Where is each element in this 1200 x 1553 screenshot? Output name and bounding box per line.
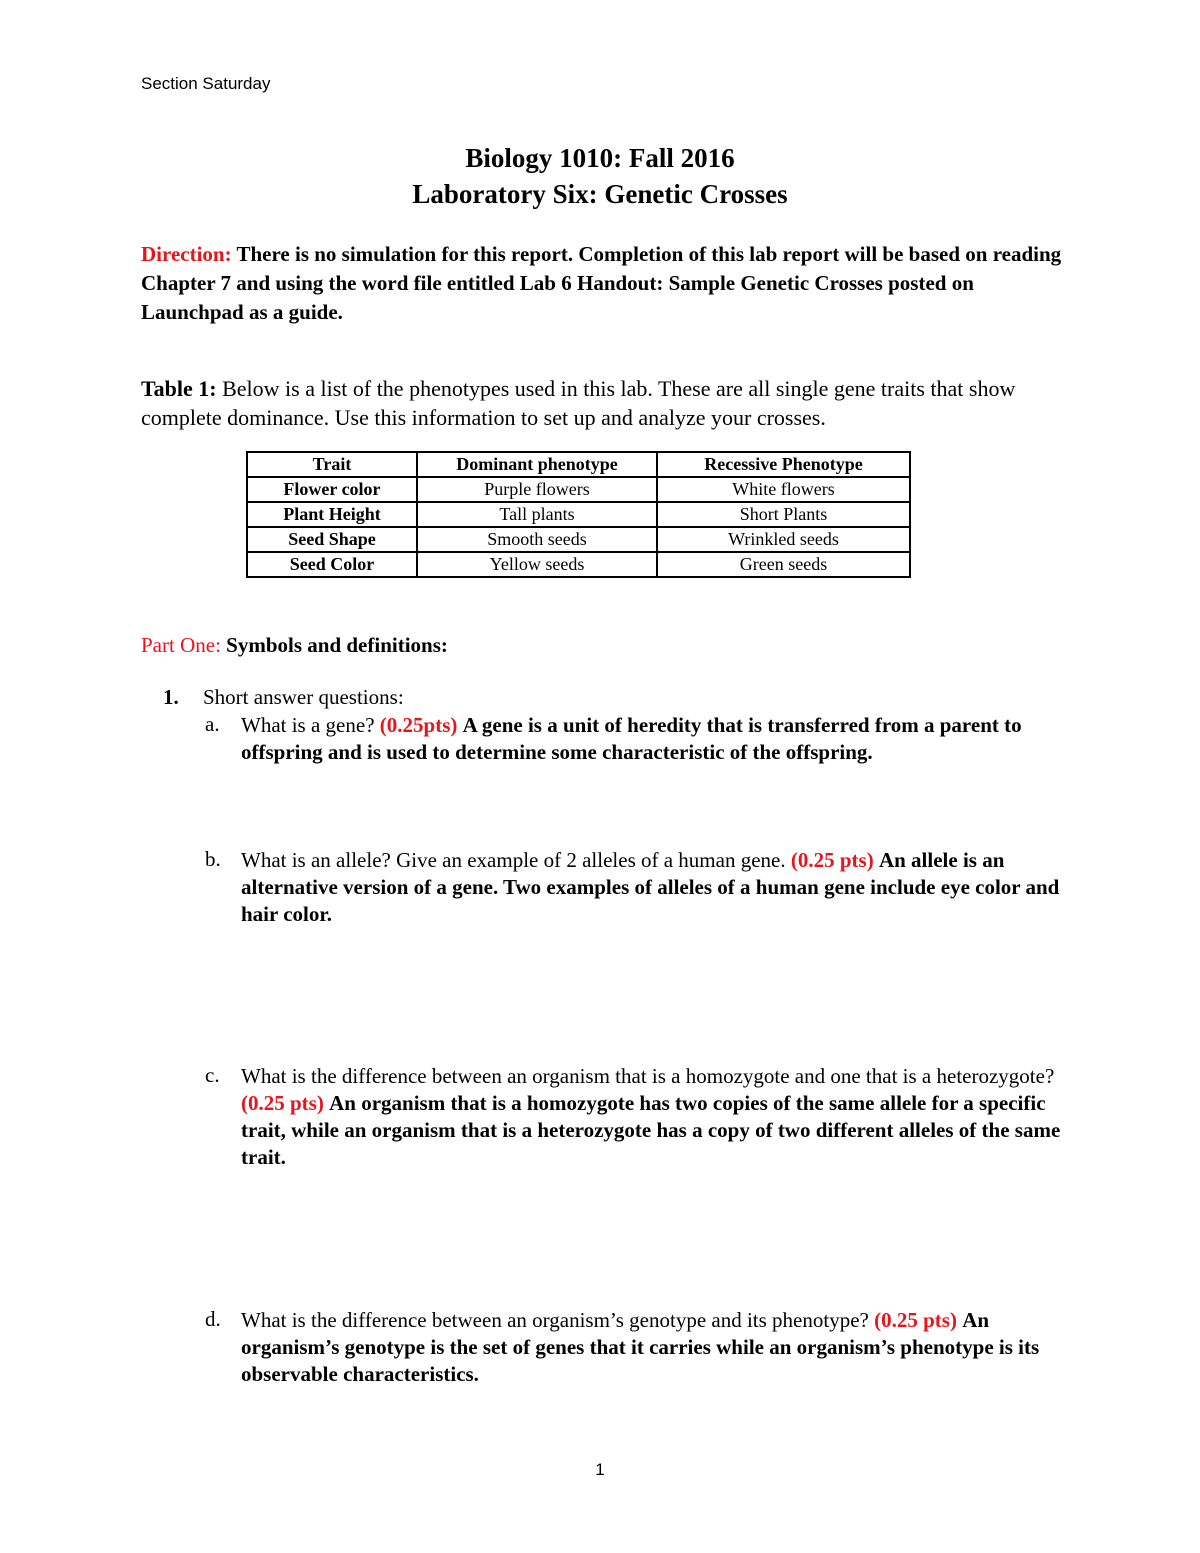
- question-number: 1.: [163, 685, 179, 709]
- table-header-cell: Recessive Phenotype: [657, 452, 910, 477]
- table-row: [247, 552, 910, 577]
- list-item: [241, 847, 1071, 928]
- list-item: [241, 712, 1071, 766]
- table-intro-paragraph: [141, 374, 1081, 432]
- item-question: What is an allele? Give an example of 2 alleles of a human gene.: [241, 848, 786, 872]
- table-row: [247, 502, 910, 527]
- item-answer: An allele is an alternative version of a gene. Two examples of alleles of a human gene include eye color and hair color.: [241, 848, 1060, 926]
- table-cell: Flower color: [247, 477, 417, 502]
- list-item: [241, 1063, 1071, 1171]
- item-answer: An organism that is a homozygote has two copies of the same allele for a specific trait, while an organism that is a heterozygote has a copy of two different alleles of the same trait.: [241, 1091, 1061, 1169]
- direction-paragraph: [141, 240, 1081, 327]
- table-row: [247, 527, 910, 552]
- question-text: Short answer questions:: [203, 685, 404, 709]
- table-cell: Smooth seeds: [417, 527, 657, 552]
- table-header-cell: Dominant phenotype: [417, 452, 657, 477]
- item-letter: b.: [205, 847, 221, 871]
- part-one-text: Symbols and definitions:: [226, 633, 448, 657]
- table-cell: Short Plants: [657, 502, 910, 527]
- item-points: (0.25pts): [379, 713, 458, 737]
- item-points: (0.25 pts): [874, 1308, 957, 1332]
- table-intro-text: Below is a list of the phenotypes used in this lab. These are all single gene traits that show complete dominance. Use this information to set up and analyze your crosses.: [141, 376, 1016, 430]
- item-question: What is a gene?: [241, 713, 375, 737]
- item-points: (0.25 pts): [790, 848, 874, 872]
- table-cell: Wrinkled seeds: [657, 527, 910, 552]
- table-cell: White flowers: [657, 477, 910, 502]
- item-letter: c.: [205, 1063, 220, 1087]
- list-item: [241, 1307, 1071, 1388]
- page-number: 1: [595, 1460, 605, 1479]
- table-cell: Tall plants: [417, 502, 657, 527]
- item-answer: An organism’s genotype is the set of genes that it carries while an organism’s phenotype is its observable characteristics.: [241, 1308, 1040, 1386]
- table-cell: Plant Height: [247, 502, 417, 527]
- item-letter: a.: [205, 712, 220, 736]
- part-one-label: Part One:: [141, 633, 221, 657]
- table-intro-label: Table 1:: [141, 376, 217, 401]
- document-title: Biology 1010: Fall 2016: [465, 143, 735, 173]
- item-points: (0.25 pts): [241, 1091, 324, 1115]
- table-cell: Seed Color: [247, 552, 417, 577]
- direction-label: Direction:: [141, 242, 232, 266]
- item-letter: d.: [205, 1307, 221, 1331]
- direction-text: There is no simulation for this report. Completion of this lab report will be based on reading Chapter 7 and using the word file entitled Lab 6 Handout: Sample Genetic Crosses posted on Launchpad as a guide.: [141, 242, 1062, 324]
- item-answer: A gene is a unit of heredity that is transferred from a parent to offspring and is used to determine some characteristic of the offspring.: [241, 713, 1022, 764]
- table-cell: Yellow seeds: [417, 552, 657, 577]
- table-header-cell: Trait: [247, 452, 417, 477]
- part-one-heading: [141, 631, 1081, 660]
- table-cell: Purple flowers: [417, 477, 657, 502]
- table-header-row: [247, 452, 910, 477]
- table-row: [247, 477, 910, 502]
- page-header: Section Saturday: [141, 74, 271, 93]
- item-question: What is the difference between an organism’s genotype and its phenotype?: [241, 1308, 869, 1332]
- table-cell: Seed Shape: [247, 527, 417, 552]
- document-subtitle: Laboratory Six: Genetic Crosses: [412, 179, 788, 209]
- phenotype-table: [246, 451, 911, 578]
- table-cell: Green seeds: [657, 552, 910, 577]
- item-question: What is the difference between an organism that is a homozygote and one that is a heterozygote?: [241, 1064, 1055, 1088]
